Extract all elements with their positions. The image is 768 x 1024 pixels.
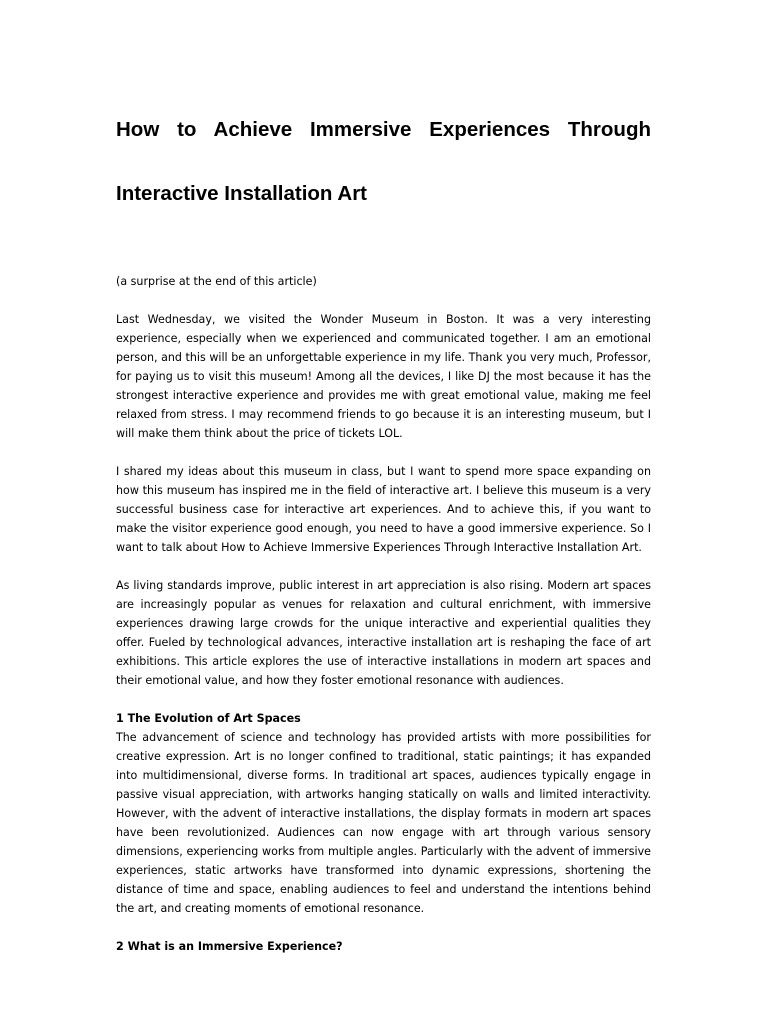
section-body-evolution: The advancement of science and technology has provided artists with more possibilities for creative expression. Art is no longer confined to traditional, static paintings; it has expanded into multidimensional, diverse forms. In traditional art spaces, audiences typically engage in passive visual appreciation, with artworks hanging statically on walls and limited interactivity. However, with the advent of interactive installations, the display formats in modern art spaces have been revolutionized. Audiences can now engage with art through various sensory dimensions, experiencing works from multiple angles. Particularly with the advent of immersive experiences, static artworks have transformed into dynamic expressions, shortening the distance of time and space, enabling audiences to feel and understand the intentions behind the art, and creating moments of emotional resonance. (116, 731, 651, 915)
title-line-1: How to Achieve Immersive Experiences Through (116, 118, 651, 141)
paragraph-class-ideas: I shared my ideas about this museum in class, but I want to spend more space expanding on how this museum has inspired me in the field of interactive art. I believe this museum is a very successful business case for interactive art experiences. And to achieve this, if you want to make the visitor experience good enough, you need to have a good immersive experience. So I want to talk about How to Achieve Immersive Experiences Through Interactive Installation Art. (116, 465, 651, 554)
section-heading-evolution: 1 The Evolution of Art Spaces (116, 712, 301, 725)
title-line-2: Interactive Installation Art (116, 182, 367, 205)
subtitle-note: (a surprise at the end of this article) (116, 275, 317, 288)
section-heading-immersive: 2 What is an Immersive Experience? (116, 940, 343, 953)
document-title (116, 0, 651, 242)
document-body (116, 0, 651, 956)
paragraph-living-standards: As living standards improve, public interest in art appreciation is also rising. Modern art spaces are increasingly popular as venues for relaxation and cultural enrichment, with immersive experiences drawing large crowds for the unique interactive and experiential qualities they offer. Fueled by technological advances, interactive installation art is reshaping the face of art exhibitions. This article explores the use of interactive installations in modern art spaces and their emotional value, and how they foster emotional resonance with audiences. (116, 579, 651, 687)
paragraph-intro: Last Wednesday, we visited the Wonder Museum in Boston. It was a very interesting experience, especially when we experienced and communicated together. I am an emotional person, and this will be an unforgettable experience in my life. Thank you very much, Professor, for paying us to visit this museum! Among all the devices, I like DJ the most because it has the strongest interactive experience and provides me with great emotional value, making me feel relaxed from stress. I may recommend friends to go because it is an interesting museum, but I will make them think about the price of tickets LOL. (116, 313, 651, 440)
